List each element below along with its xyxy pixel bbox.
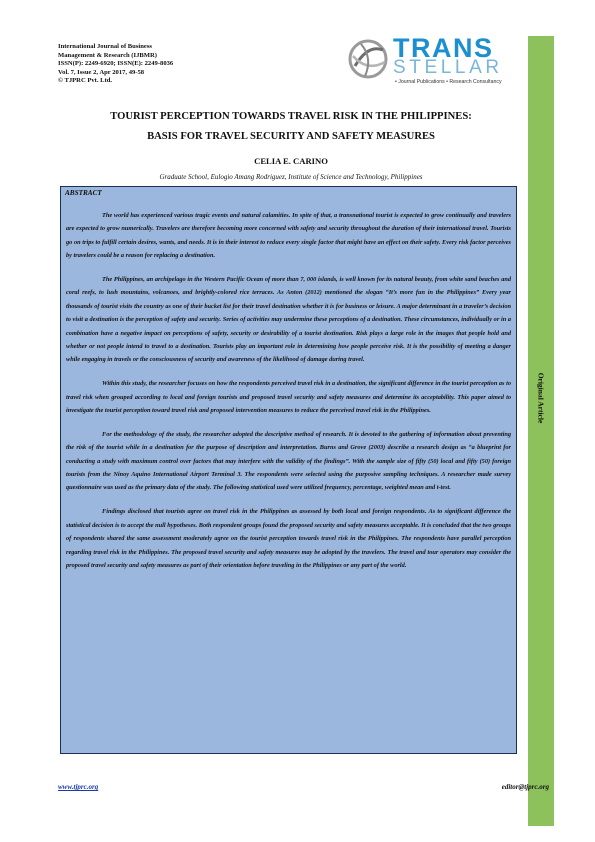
logo-tagline: • Journal Publications • Research Consultancy xyxy=(395,79,502,85)
article-title-line1: TOURIST PERCEPTION TOWARDS TRAVEL RISK IN THE PHILIPPINES: xyxy=(110,111,472,122)
logo-title: TRANS xyxy=(393,33,494,63)
journal-volume: Vol. 7, Issue 2, Apr 2017, 49-58 xyxy=(58,68,145,76)
website-link[interactable]: www.tjprc.org xyxy=(58,783,99,791)
article-type-sidebar xyxy=(528,36,554,826)
abstract-paragraph: For the methodology of the study, the researcher adopted the descriptive method of research. It is devoted to the gathering of information about preventing the risk of the tourist while in a destination for the purpose of description and interpretation. Burns and Grove (2003) describe a research design as “a blueprint for conducting a study with maximum control over factors that may interfere with the validity of the findings”. With the sample size of fifty (50) local and fifty (50) foreign tourists from the Ninoy Aquino International Airport Terminal 3. The respondents were selected using the purposive sampling techniques. A researcher made survey questionnaire was used as the primary data of the study. The following statistical used were utilized frequency, percentage, weighted mean and t-test. xyxy=(66,430,511,492)
logo-subtitle: STELLAR xyxy=(393,57,503,78)
abstract-paragraph: Findings disclosed that tourists agree on travel risk in the Philippines as assessed by both local and foreign respondents. As to significant difference the statistical decision is to accept the null hypotheses. Both respondent groups found the proposed security and safety measures acceptable. It is concluded that the two groups of respondents shared the same assessment moderately agree on the tourist perception towards travel risk in the Philippines. The respondents have parallel perception regarding travel risk in the Philippines. The proposed travel security and safety measures may be adopted by the travelers. The travel and tour operators may consider the proposed travel security and safety measures as part of their orientation before traveling in the Philippines or any part of the world. xyxy=(66,508,511,569)
journal-copyright: © TJPRC Pvt. Ltd. xyxy=(58,77,113,85)
abstract-box xyxy=(60,186,517,754)
journal-name-line2: Management & Research (IJBMR) xyxy=(58,51,157,59)
article-title-line2: BASIS FOR TRAVEL SECURITY AND SAFETY MEASURES xyxy=(147,131,435,142)
author-name: CELIA E. CARINO xyxy=(254,156,328,166)
journal-info xyxy=(58,43,258,86)
journal-issn: ISSN(P): 2249-6920; ISSN(E): 2249-8036 xyxy=(58,60,174,68)
globe-icon xyxy=(345,36,391,82)
abstract-paragraph: The Philippines, an archipelago in the Western Pacific Ocean of more than 7, 000 islands, is well known for its natural beauty, from white sand beaches and coral reefs, to lush mountains, volcanoes, and brightly-colored rice terraces. As Anton (2012) mentioned the slogan “It’s more fun in the Philippines” Every year thousands of tourist visits the country as one of their bucket list for their travel destination whether it is for business or leisure. A major determinant in a traveler’s decision to visit a destination is the perception of safety and security. Series of activities may undermine these perceptions of a destination. These circumstances, individually or in a combination have a negative impact on perceptions of safety, security or desirability of a tourist destination. Risk plays a large role in the images that people hold and whether or not people intend to travel to a destination. Tourists play an important role in determining how people perceive risk. It is the possibility of meeting a danger while engaging in travels or the consciousness of security and awareness of the likelihood of damage during travel. xyxy=(66,276,511,364)
journal-name-line1: International Journal of Business xyxy=(58,43,152,50)
author-affiliation: Graduate School, Eulogio Amang Rodriguez, Institute of Science and Technology, Philippines xyxy=(159,173,423,181)
abstract-paragraph: Within this study, the researcher focuses on how the respondents perceived travel risk in a destination, the significant difference in the tourist perception as to travel risk when grouped according to local and foreign tourists and proposed travel security and safety measures and determine its acceptability. This paper aimed to investigate the tourist perception toward travel risk and proposed intervention measures to reduce the perceived travel risk in the Philippines. xyxy=(66,380,511,415)
transstellar-logo xyxy=(345,34,521,94)
abstract-heading: ABSTRACT xyxy=(65,189,102,197)
editor-email: editor@tjprc.org xyxy=(501,783,549,791)
abstract-paragraph: The world has experienced various tragic events and natural calamities. In spite of that, a transnational tourist is expected to grow continually and travelers are expected to grow numerically. Travelers are therefore becoming more concerned with safety and security throughout the duration of their international travel. Tourists go on trips to fulfill certain desires, wants, and needs. It is in their interest to reduce every single factor that might have an effect on their safety. Every risk factor perceives by travelers could be a reason for replacing a destination. xyxy=(66,212,511,260)
abstract-body xyxy=(66,209,511,583)
article-type-label: Original Article xyxy=(536,372,546,424)
